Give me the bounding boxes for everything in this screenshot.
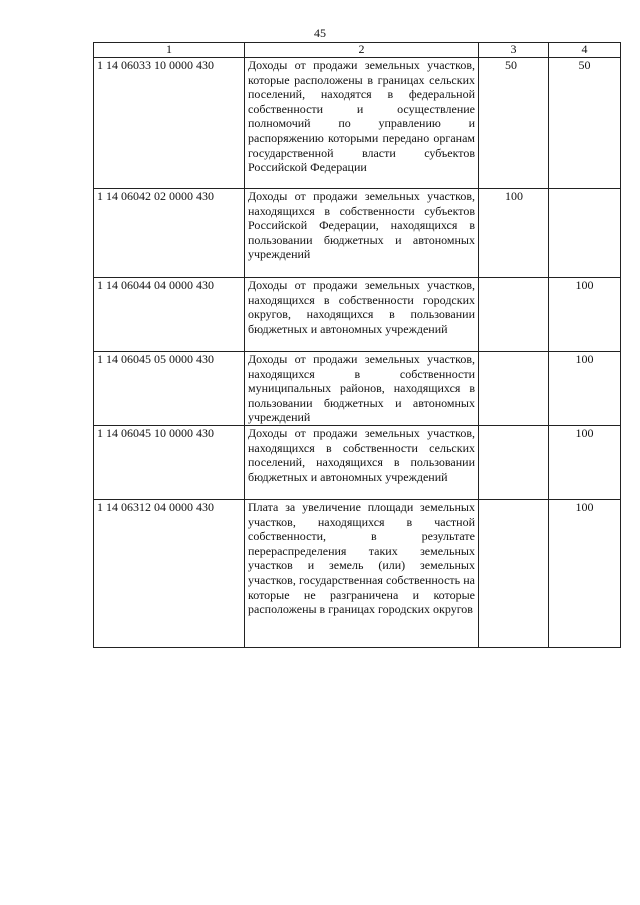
revenue-code: 1 14 06033 10 0000 430 (94, 58, 245, 189)
column-3-value: 100 (479, 189, 549, 278)
column-4-value: 100 (549, 500, 621, 648)
table-row (94, 58, 621, 189)
table-row (94, 500, 621, 648)
revenue-description: Доходы от продажи земельных участков, находящихся в собственности муниципальных районов, находящихся в пользовании бюджетных и автономных учреждений (245, 352, 479, 426)
column-header-1: 1 (94, 43, 245, 58)
table-row (94, 278, 621, 352)
column-3-value: 50 (479, 58, 549, 189)
column-header-4: 4 (549, 43, 621, 58)
revenue-description: Доходы от продажи земельных участков, находящихся в собственности субъектов Российской Федерации, находящихся в пользовании бюджетных и автономных учреждений (245, 189, 479, 278)
column-3-value (479, 278, 549, 352)
column-4-value (549, 189, 621, 278)
table-row (94, 352, 621, 426)
column-3-value (479, 500, 549, 648)
column-4-value: 100 (549, 426, 621, 500)
column-header-2: 2 (245, 43, 479, 58)
revenue-table (93, 42, 621, 648)
revenue-description: Доходы от продажи земельных участков, которые расположены в границах сельских поселений, находятся в федеральной собственности и осуществление полномочий по управлению и распоряжению которыми передано органам государственной власти субъектов Российской Федерации (245, 58, 479, 189)
column-3-value (479, 426, 549, 500)
page-number: 45 (314, 26, 326, 40)
table-row (94, 426, 621, 500)
revenue-code: 1 14 06045 05 0000 430 (94, 352, 245, 426)
revenue-code: 1 14 06312 04 0000 430 (94, 500, 245, 648)
column-4-value: 100 (549, 352, 621, 426)
table-row (94, 189, 621, 278)
header-row (94, 43, 621, 58)
revenue-description: Доходы от продажи земельных участков, находящихся в собственности сельских поселений, находящихся в пользовании бюджетных и автономных учреждений (245, 426, 479, 500)
revenue-code: 1 14 06042 02 0000 430 (94, 189, 245, 278)
revenue-description: Доходы от продажи земельных участков, находящихся в собственности городских округов, находящихся в пользовании бюджетных и автономных учреждений (245, 278, 479, 352)
revenue-code: 1 14 06044 04 0000 430 (94, 278, 245, 352)
revenue-code: 1 14 06045 10 0000 430 (94, 426, 245, 500)
revenue-description: Плата за увеличение площади земельных участков, находящихся в частной собственности, в результате перераспределения таких земельных участков и земель (или) земельных участков, государственная собственность на которые не разграничена и которые расположены в границах городских округов (245, 500, 479, 648)
column-header-3: 3 (479, 43, 549, 58)
column-4-value: 50 (549, 58, 621, 189)
column-3-value (479, 352, 549, 426)
column-4-value: 100 (549, 278, 621, 352)
